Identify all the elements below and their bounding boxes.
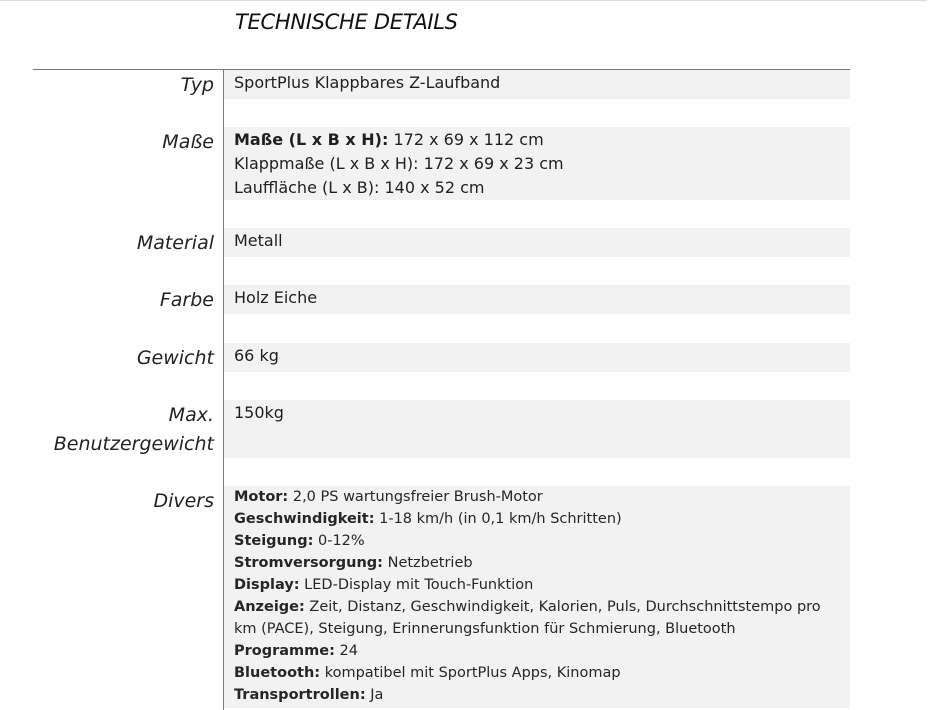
divers-item-programme: Programme: 24	[234, 643, 358, 659]
row-value-masse-line1	[234, 128, 844, 152]
divers-list	[234, 486, 844, 706]
row-label-farbe: Farbe	[159, 289, 214, 311]
row-value-max: 150kg	[234, 403, 284, 422]
divers-item-bluetooth: Bluetooth: kompatibel mit SportPlus Apps, Kinomap	[234, 665, 621, 681]
row-label-masse: Maße	[162, 131, 214, 153]
row-value-farbe: Holz Eiche	[234, 288, 318, 307]
row-value-material: Metall	[234, 231, 283, 250]
row-label-gewicht: Gewicht	[136, 347, 214, 369]
divers-item-anzeige: Anzeige: Zeit, Distanz, Geschwindigkeit, Kalorien, Puls, Durchschnittstempo pro km (PACE), Steigung, Erinnerungsfunktion für Schmierung, Bluetooth	[234, 599, 821, 637]
divers-item-stromversorgung: Stromversorgung: Netzbetrieb	[234, 555, 473, 571]
masse-line1-key: Maße (L x B x H):	[234, 130, 389, 149]
row-value-gewicht: 66 kg	[234, 346, 279, 365]
row-value-masse-line3: Lauffläche (L x B): 140 x 52 cm	[234, 178, 485, 197]
row-label-material: Material	[136, 232, 214, 254]
divers-item-transportrollen: Transportrollen: Ja	[234, 687, 384, 703]
row-label-max-line1: Max.	[168, 404, 214, 426]
divers-item-motor: Motor: 2,0 PS wartungsfreier Brush-Motor	[234, 489, 543, 505]
divers-item-steigung: Steigung: 0-12%	[234, 533, 365, 549]
divers-item-display: Display: LED-Display mit Touch-Funktion	[234, 577, 534, 593]
row-label-max-line2: Benutzergewicht	[53, 433, 214, 455]
divers-item-geschwindigkeit: Geschwindigkeit: 1-18 km/h (in 0,1 km/h Schritten)	[234, 511, 622, 527]
row-label-divers: Divers	[153, 490, 214, 512]
row-value-masse-line2: Klappmaße (L x B x H): 172 x 69 x 23 cm	[234, 154, 564, 173]
row-label-typ: Typ	[180, 74, 214, 96]
page-title: TECHNISCHE DETAILS	[235, 10, 458, 34]
masse-line1-value: 172 x 69 x 112 cm	[388, 130, 544, 149]
top-border	[0, 0, 927, 1]
row-value-typ: SportPlus Klappbares Z-Laufband	[234, 73, 501, 92]
